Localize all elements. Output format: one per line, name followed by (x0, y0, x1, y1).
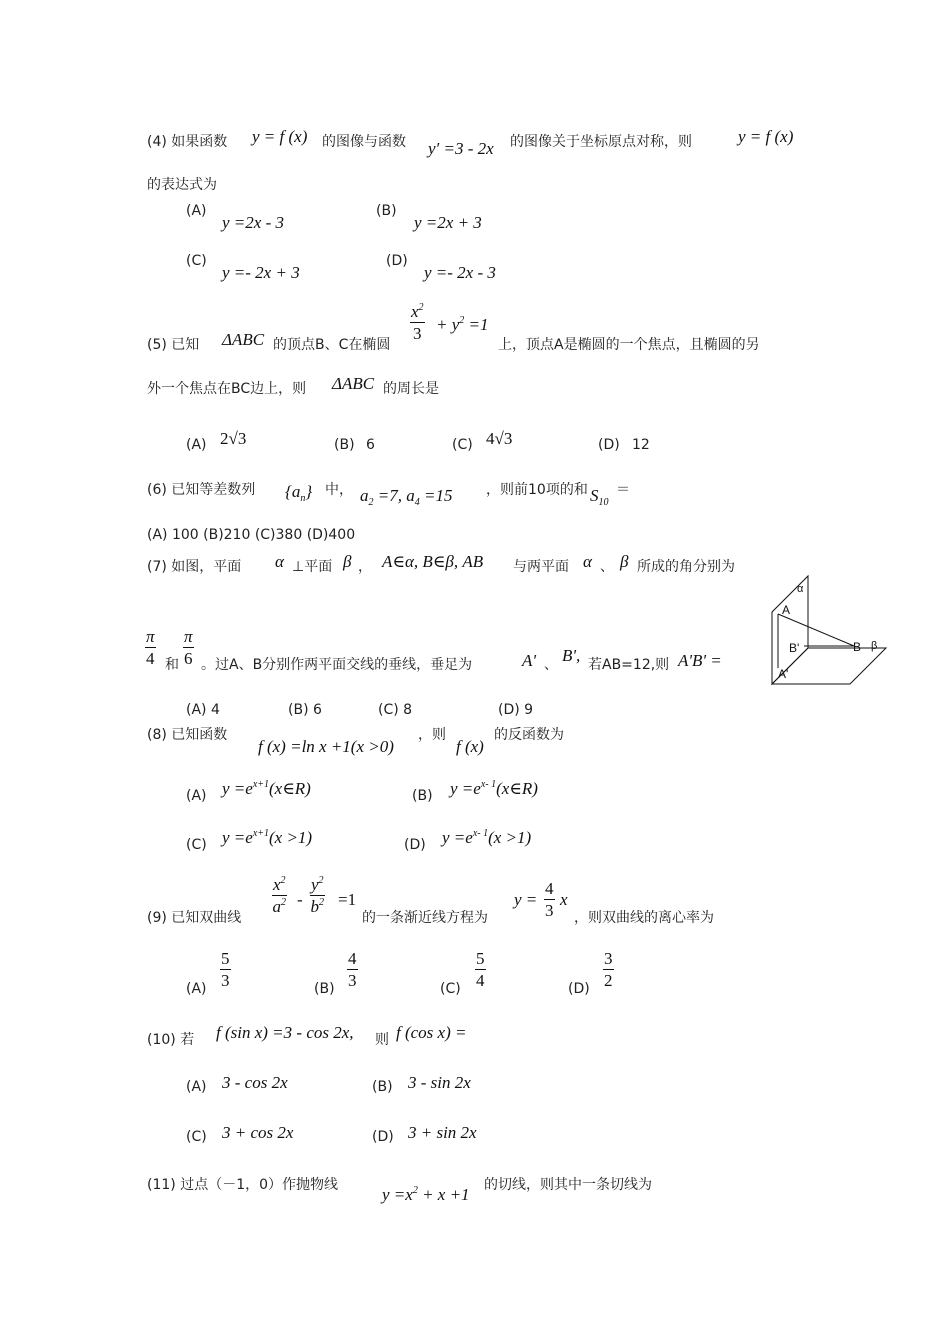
q5-triangle-2: ΔABC (332, 374, 375, 393)
q4-option-c: y =- 2x + 3 (222, 263, 300, 282)
q10-option-c-label: (C) (186, 1129, 207, 1145)
q10-condition: f (sin x) =3 - cos 2x, (216, 1023, 354, 1042)
q9-text-1: (9) 已知双曲线 (147, 910, 242, 926)
q5-option-d: 12 (632, 437, 650, 453)
q9-option-a-label: (A) (186, 981, 207, 997)
q9-text-3: ，则双曲线的离心率为 (574, 910, 714, 926)
q7-figure (764, 572, 894, 687)
q5-option-c: 4√3 (486, 429, 513, 448)
q5-option-c-label: (C) (452, 437, 473, 453)
q8-option-c: $y =e^{x+1}(x >1)$ (222, 828, 313, 847)
q9-option-a: $\frac{5}{3}$ (221, 949, 230, 990)
q8-option-a: $y =e^{x+1}(x\in R)$ (222, 779, 311, 798)
figure-label-a: A (782, 603, 791, 617)
q10-option-a-label: (A) (186, 1079, 207, 1095)
q7-fraction-pi-4: $\frac{\pi}{4}$ (146, 627, 155, 668)
q9-option-b-label: (B) (314, 981, 335, 997)
q5-text-line2: 外一个焦点在BC边上，则 (147, 381, 307, 397)
q4-option-c-label: (C) (186, 253, 207, 269)
q5-ellipse-x: x (411, 302, 419, 321)
figure-label-alpha: α (797, 583, 804, 595)
figure-label-a-prime: A' (778, 667, 789, 681)
q4-text-3: 的图像关于坐标原点对称，则 (510, 134, 692, 150)
q7-a-prime: A' (522, 651, 537, 670)
q4-formula-3: y = f (x) (738, 127, 794, 146)
q8-option-a-label: (A) (186, 788, 207, 804)
q7-option-d: (D) 9 (498, 702, 534, 718)
q7-dot: 、 (544, 657, 558, 673)
q8-text-2: ，则 (418, 727, 446, 743)
q5-text-3: 上，顶点A是椭圆的一个焦点，且椭圆的另 (498, 337, 760, 353)
q4-option-a: y =2x - 3 (222, 213, 284, 232)
q5-ellipse-rest: + $y^2 =1$ (436, 315, 489, 334)
q11-text-1: (11) 过点（－1，0）作抛物线 (147, 1177, 339, 1193)
q4-option-b: y =2x + 3 (414, 213, 482, 232)
q7-text-line2-end: 若AB=12,则 (588, 657, 670, 673)
q5-option-a: 2√3 (220, 429, 247, 448)
q7-sep: 、 (600, 559, 614, 575)
q5-option-a-label: (A) (186, 437, 207, 453)
q7-b-prime: B', (562, 646, 581, 665)
q7-fraction-pi-6: $\frac{\pi}{6}$ (184, 627, 193, 668)
q5-option-b: 6 (366, 437, 375, 453)
q7-condition: A∈α, B∈β, AB (382, 552, 484, 571)
q9-fraction-x: $\frac{x^2}{a^2}$ (272, 875, 287, 916)
q9-equals: =1 (338, 890, 357, 909)
q4-formula-1: y = f (x) (252, 127, 308, 146)
q10-option-b: 3 - sin 2x (408, 1073, 471, 1092)
q7-text-2: 与两平面 (513, 559, 569, 575)
q9-option-d: $\frac{3}{2}$ (604, 949, 613, 990)
q6-text-3: ，则前10项的和 (486, 482, 588, 498)
q9-minus: - (297, 890, 303, 909)
q5-text-2: 的顶点B、C在椭圆 (273, 337, 391, 353)
q4-formula-2: y′ =3 - 2x (428, 139, 494, 158)
q4-option-d: y =- 2x - 3 (424, 263, 496, 282)
figure-label-beta: β (871, 640, 878, 652)
q9-option-c: $\frac{5}{4}$ (476, 949, 485, 990)
q7-beta-2: β (620, 552, 629, 571)
q9-fraction-y: $\frac{y^2}{b^2}$ (310, 875, 325, 916)
q7-ask: A'B' = (678, 651, 722, 670)
q9-option-b: $\frac{4}{3}$ (348, 949, 357, 990)
q7-alpha-2: α (583, 552, 592, 571)
q7-perp: ⊥平面 (292, 559, 333, 575)
q6-sum: $S_{10}$ (590, 486, 609, 508)
figure-label-b-prime: B' (789, 641, 800, 655)
q5-text-1: (5) 已知 (147, 337, 200, 353)
q9-asym-y: y = (514, 890, 538, 909)
q8-option-b-label: (B) (412, 788, 433, 804)
q6-equals: ＝ (616, 482, 630, 498)
q8-option-c-label: (C) (186, 837, 207, 853)
q8-option-d-label: (D) (404, 837, 426, 853)
q7-beta: β (343, 552, 352, 571)
q7-text-1: (7) 如图，平面 (147, 559, 242, 575)
q5-option-b-label: (B) (334, 437, 355, 453)
q8-function-2: f (x) (456, 737, 484, 756)
q7-alpha: α (275, 552, 284, 571)
q9-asym-fraction: $\frac{4}{3}$ (545, 879, 554, 920)
q7-comma: ， (358, 559, 372, 575)
q7-option-b: (B) 6 (288, 702, 322, 718)
q8-function: f (x) =ln x +1(x >0) (258, 737, 394, 756)
q9-option-c-label: (C) (440, 981, 461, 997)
q9-text-2: 的一条渐近线方程为 (362, 910, 488, 926)
q8-text-3: 的反函数为 (494, 727, 564, 743)
q8-option-b: $y =e^{x- 1}(x\in R)$ (450, 779, 538, 798)
q11-curve: $y =x^2 + x +1$ (382, 1185, 470, 1204)
q5-ellipse-den: 3 (413, 324, 422, 343)
q10-option-d-label: (D) (372, 1129, 394, 1145)
q4-text-line2: 的表达式为 (147, 177, 217, 193)
q10-text-1: (10) 若 (147, 1032, 195, 1048)
q9-option-d-label: (D) (568, 981, 590, 997)
q4-text-2: 的图像与函数 (322, 134, 406, 150)
q7-option-a: (A) 4 (186, 702, 220, 718)
q4-option-a-label: (A) (186, 203, 207, 219)
q6-sequence: $\{a_n\}$ (285, 482, 313, 504)
q6-text-1: (6) 已知等差数列 (147, 482, 256, 498)
q10-then: 则 (375, 1032, 389, 1048)
q4-option-d-label: (D) (386, 253, 408, 269)
q10-option-d: 3 + sin 2x (408, 1123, 477, 1142)
q10-option-a: 3 - cos 2x (222, 1073, 288, 1092)
q5-triangle: ΔABC (222, 330, 265, 349)
q4-text-1: (4) 如果函数 (147, 134, 228, 150)
q7-text-line2: 。过A、B分别作两平面交线的垂线，垂足为 (201, 657, 473, 673)
q5-text-line2-end: 的周长是 (383, 381, 439, 397)
q6-condition: $a_2 =7$, $a_4 =15$ (360, 486, 453, 508)
figure-label-b: B (853, 640, 862, 654)
q11-text-2: 的切线，则其中一条切线为 (484, 1177, 652, 1193)
q9-asym-x: x (560, 890, 568, 909)
q5-ellipse-fraction: $\frac{x^2}{3}$ (411, 302, 424, 343)
q10-option-b-label: (B) (372, 1079, 393, 1095)
q6-text-2: 中， (325, 482, 353, 498)
q7-option-c: (C) 8 (378, 702, 413, 718)
q10-option-c: 3 + cos 2x (222, 1123, 294, 1142)
q8-option-d: $y =e^{x- 1}(x >1)$ (442, 828, 532, 847)
q7-and: 和 (165, 657, 179, 673)
q5-option-d-label: (D) (598, 437, 620, 453)
q4-option-b-label: (B) (376, 203, 397, 219)
q7-text-3: 所成的角分别为 (637, 559, 735, 575)
q8-text-1: (8) 已知函数 (147, 727, 228, 743)
q6-options: (A) 100 (B)210 (C)380 (D)400 (147, 527, 356, 543)
q10-ask: f (cos x) = (396, 1023, 467, 1042)
